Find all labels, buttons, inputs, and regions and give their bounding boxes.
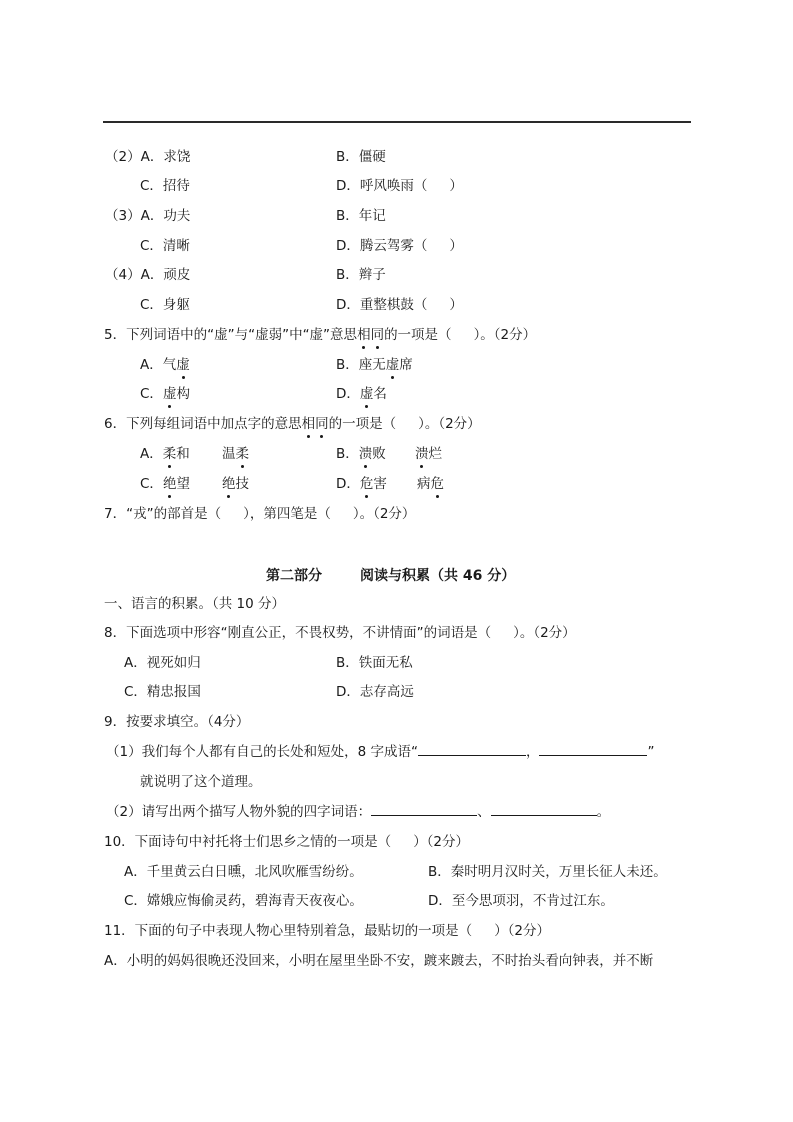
q10-option-a: A．千里黄云白日曛，北风吹雁雪纷纷。 xyxy=(124,864,363,880)
option-prefix: C． xyxy=(140,476,163,492)
q4-sub3-option-b: B．年记 xyxy=(336,208,386,224)
q6-option-d-word2 xyxy=(417,473,444,495)
q6-option-d-word1 xyxy=(336,473,387,495)
stem-score: ）。（2分） xyxy=(418,416,481,432)
stem-score: ）（2分） xyxy=(494,923,551,939)
header-rule xyxy=(103,121,691,123)
emphasis-char: 绝 xyxy=(163,473,177,495)
emphasis-char: 危 xyxy=(360,473,374,495)
stem-text: 6．下列每组词语中加点字的意思 xyxy=(104,416,302,432)
separator: ， xyxy=(525,744,540,760)
q8-option-a: A．视死如归 xyxy=(124,655,201,671)
q5-option-d xyxy=(336,383,387,405)
q4-sub4-label xyxy=(105,264,190,286)
stem-text: 10．下面诗句中衬托将士们思乡之情的一项是（ xyxy=(104,834,392,850)
q8-option-b: B．铁面无私 xyxy=(336,655,413,671)
q4-sub3-option-c: C．清晰 xyxy=(140,238,190,254)
emphasis-char: 柔 xyxy=(163,443,177,465)
q4-sub2-option-c: C．招待 xyxy=(140,178,190,194)
stem-text: 的一项是（ xyxy=(384,327,452,343)
q6-option-b-word2 xyxy=(415,443,442,465)
fill-blank-1[interactable] xyxy=(418,741,526,756)
q4-sub2-label xyxy=(105,146,190,168)
option-d-text: D．重整棋鼓（ xyxy=(336,297,428,313)
emphasis-char: 相 xyxy=(357,324,371,346)
stem-text: ），第四笔是（ xyxy=(243,506,331,522)
q8-stem xyxy=(104,622,576,644)
emphasis-char: 虚 xyxy=(176,354,190,376)
option-text: 害 xyxy=(373,476,387,492)
stem-score: ）。（2分） xyxy=(473,327,537,343)
option-prefix: A． xyxy=(140,446,163,462)
option-text: A．气 xyxy=(140,357,177,373)
q10-option-d: D．至今思项羽，不肯过江东。 xyxy=(428,893,614,909)
q7-stem xyxy=(104,503,415,525)
stem-text: 7．“戎”的部首是（ xyxy=(104,506,222,522)
paren-close: ） xyxy=(449,238,463,254)
option-a: A．功夫 xyxy=(140,208,191,224)
emphasis-char: 绝 xyxy=(222,473,236,495)
q9-part1 xyxy=(106,741,654,763)
q5-option-b xyxy=(336,354,413,376)
emphasis-char: 虚 xyxy=(163,383,177,405)
option-prefix: D． xyxy=(336,476,360,492)
emphasis-char: 虚 xyxy=(360,383,374,405)
emphasis-char: 同 xyxy=(371,324,385,346)
emphasis-char: 虚 xyxy=(386,354,400,376)
q5-option-c xyxy=(140,383,190,405)
q5-option-a xyxy=(140,354,190,376)
option-text: 败 xyxy=(372,446,386,462)
q11-option-a: A．小明的妈妈很晚还没回来，小明在屋里坐卧不安，踱来踱去，不时抬头看向钟表，并不断 xyxy=(104,953,654,969)
q8-option-d: D．志存高远 xyxy=(336,684,414,700)
q11-stem xyxy=(104,920,550,942)
option-text: 烂 xyxy=(428,446,442,462)
q9-part1-continuation: 就说明了这个道理。 xyxy=(140,774,262,790)
q4-sub4-option-d xyxy=(336,294,463,316)
option-text: 望 xyxy=(176,476,190,492)
section2-subtitle: 阅读与积累（共 46 分） xyxy=(360,568,516,584)
stem-score: ）。（2分） xyxy=(352,506,416,522)
q6-option-a-word1 xyxy=(140,443,190,465)
q6-option-a-word2 xyxy=(222,443,249,465)
emphasis-char: 溃 xyxy=(359,443,373,465)
q6-option-c-word1 xyxy=(140,473,190,495)
emphasis-char: 溃 xyxy=(415,443,429,465)
separator: 、 xyxy=(477,804,491,820)
emphasis-char: 同 xyxy=(315,413,329,435)
stem-text: 11．下面的句子中表现人物心里特别着急，最贴切的一项是（ xyxy=(104,923,473,939)
option-a: A．顽皮 xyxy=(140,267,191,283)
q4-sub4-option-c: C．身躯 xyxy=(140,297,190,313)
fill-blank-2[interactable] xyxy=(539,741,647,756)
sub-label: （4） xyxy=(105,267,141,283)
option-text: D． xyxy=(336,386,360,402)
q4-sub3-label xyxy=(105,205,190,227)
q10-option-c: C．嫦娥应悔偷灵药，碧海青天夜夜心。 xyxy=(124,893,363,909)
sub-label: （3） xyxy=(105,208,141,224)
q6-option-c-word2 xyxy=(222,473,249,495)
section2-title: 第二部分 xyxy=(266,568,322,584)
q8-option-c: C．精忠报国 xyxy=(124,684,201,700)
option-text: 病 xyxy=(417,476,431,492)
option-text: 技 xyxy=(235,476,249,492)
q9-part2 xyxy=(106,801,610,823)
emphasis-char: 危 xyxy=(431,473,445,495)
q10-stem xyxy=(104,831,469,853)
emphasis-char: 柔 xyxy=(236,443,250,465)
q9-stem: 9．按要求填空。（4分） xyxy=(104,714,250,730)
subsection1-title: 一、语言的积累。（共 10 分） xyxy=(104,596,286,612)
paren-close: ） xyxy=(449,178,463,194)
fill-blank-3[interactable] xyxy=(371,801,477,816)
quote-close: ” xyxy=(647,744,655,760)
q4-sub2-option-d xyxy=(336,175,463,197)
stem-score: ）（2分） xyxy=(413,834,470,850)
option-text: 构 xyxy=(176,386,190,402)
emphasis-char: 相 xyxy=(302,413,316,435)
option-d-text: D．呼风唤雨（ xyxy=(336,178,428,194)
q4-sub4-option-b: B．辫子 xyxy=(336,267,386,283)
stem-text: 8．下面选项中形容“刚直公正，不畏权势，不讲情面”的词语是（ xyxy=(104,625,492,641)
sub-label: （2） xyxy=(105,149,141,165)
q6-stem xyxy=(104,413,481,435)
option-text: 名 xyxy=(373,386,387,402)
stem-text: 5．下列词语中的“虚”与“虚弱”中“虚”意思 xyxy=(104,327,358,343)
stem-text: 的一项是（ xyxy=(328,416,397,432)
option-text: 温 xyxy=(222,446,236,462)
q5-stem xyxy=(104,324,536,346)
q4-sub3-option-d xyxy=(336,235,463,257)
fill-blank-4[interactable] xyxy=(491,801,597,816)
stem-score: ）。（2分） xyxy=(513,625,576,641)
option-text: B．座无 xyxy=(336,357,386,373)
period: 。 xyxy=(596,804,611,820)
option-text: 和 xyxy=(176,446,190,462)
q6-option-b-word1 xyxy=(336,443,386,465)
option-text: C． xyxy=(140,386,163,402)
stem-text: （1）我们每个人都有自己的长处和短处，8 字成语“ xyxy=(106,744,418,760)
option-prefix: B． xyxy=(336,446,359,462)
q4-sub2-option-b: B．僵硬 xyxy=(336,149,386,165)
option-a: A．求饶 xyxy=(140,149,191,165)
q10-option-b: B．秦时明月汉时关，万里长征人未还。 xyxy=(428,864,667,880)
paren-close: ） xyxy=(449,297,463,313)
option-d-text: D．腾云驾雾（ xyxy=(336,238,428,254)
stem-text: （2）请写出两个描写人物外貌的四字词语： xyxy=(106,804,372,820)
option-text: 席 xyxy=(399,357,413,373)
